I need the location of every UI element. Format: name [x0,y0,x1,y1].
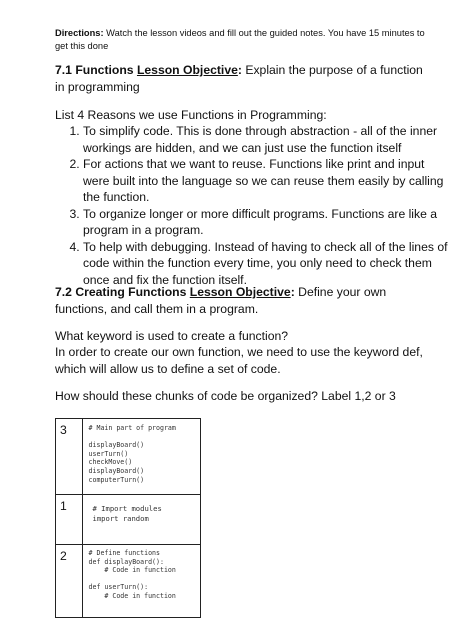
section-1-colon: : [237,63,242,77]
section-1-heading [55,62,425,95]
chunk-label: 1 [56,495,83,545]
section-1-objective-text: Explain the purpose of a function in programming [55,63,423,94]
reason-item: 1. To simplify code. This is done through abstraction - all of the inner workings are hidden, and we can just use the function itself [83,123,448,156]
section-2-objective-text: Define your own functions, and call them in a program. [55,285,387,316]
table-row [56,545,201,618]
directions-text: Watch the lesson videos and fill out the guided notes. You have 15 minutes to get this done [55,28,425,51]
directions [55,27,425,52]
section-1-objective-label: Lesson Objective [136,63,238,77]
reasons-list [55,123,448,288]
table-row [56,495,201,545]
chunk-code-cell [82,495,200,545]
section-2-number: 7.2 Creating Functions [55,285,190,299]
chunk-code-cell [82,545,200,618]
keyword-question: What keyword is used to create a function? [55,329,289,343]
reason-item: 2. For actions that we want to reuse. Functions like print and input were built into the language so we can reuse them easily by calling the function. [83,156,448,206]
code-chunks-table [55,418,201,618]
section-2-objective-label: Lesson Objective [189,285,291,299]
table-row [56,419,201,495]
chunk-label: 3 [56,419,83,495]
chunk-label: 2 [56,545,83,618]
chunk-code: # Define functions def displayBoard(): # Code in function def userTurn(): # Code in function [88,549,176,600]
keyword-answer: In order to create our own function, we need to use the keyword def, which will allow us to define a set of code. [55,345,423,376]
organize-question: How should these chunks of code be organized? Label 1,2 or 3 [55,389,396,403]
reasons-prompt: List 4 Reasons we use Functions in Programming: [55,108,327,122]
section-2-colon: : [290,285,295,299]
section-1-number: 7.1 Functions [55,63,137,77]
chunk-code: # Main part of program displayBoard() userTurn() checkMove() displayBoard() computerTurn() [88,424,176,484]
chunk-code-cell [82,419,200,495]
directions-label: Directions: [55,28,104,38]
section-2-heading [55,284,425,317]
reason-item: 3. To organize longer or more difficult programs. Functions are like a program in a program. [83,206,448,239]
reason-item: 4. To help with debugging. Instead of having to check all of the lines of code within the function every time, you only need to check them once and fix the function itself. [83,239,448,289]
chunk-code: # Import modules import random [92,504,162,523]
